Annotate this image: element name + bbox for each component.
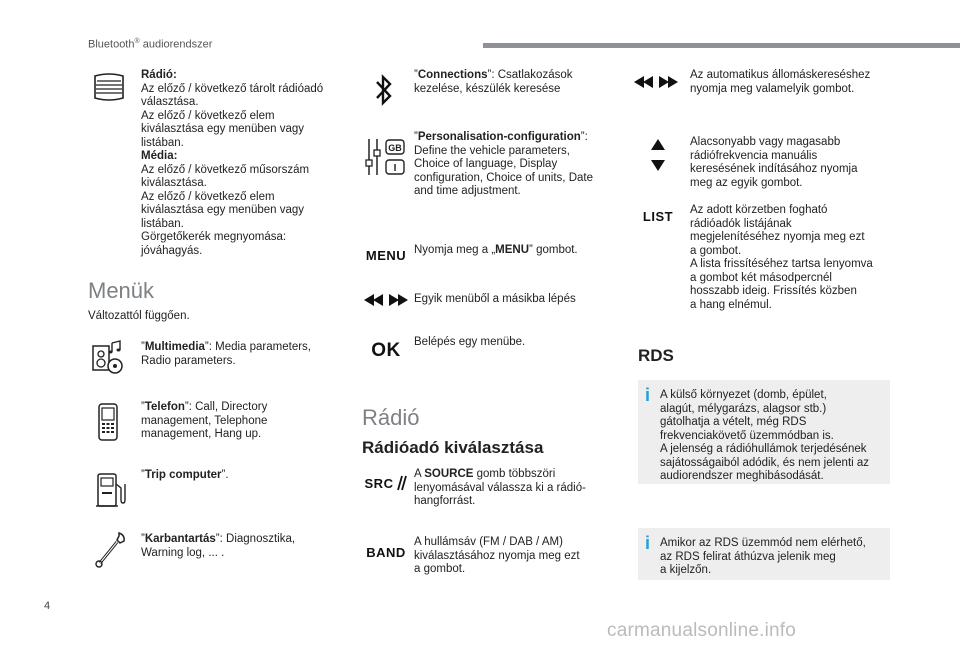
- text-line: alagút, mélygarázs, alagsor stb.): [660, 402, 827, 415]
- ok-text: Belépés egy menübe.: [414, 336, 526, 348]
- header-title-main: Bluetooth: [88, 38, 135, 51]
- text-line: rádiófrekvencia manuális: [690, 149, 818, 162]
- trip-computer-text: ”Trip computer”.: [141, 469, 229, 481]
- text-line: nyomja meg valamelyik gombot.: [690, 82, 855, 95]
- text-line: kiválasztása.: [141, 177, 207, 189]
- radio-label: Rádió:: [141, 69, 177, 81]
- text-line: gátolhatja a vételt, még RDS: [660, 416, 807, 428]
- settings-sliders-icon: [364, 136, 408, 178]
- text-line: kezelése, készülék keresése: [414, 82, 561, 95]
- text-span: Nyomja meg a „: [414, 244, 496, 256]
- text-line: configuration, Choice of units, Date: [414, 171, 593, 184]
- telefon-text: ”Telefon”: Call, Directory management, Telephone management, Hang up.: [141, 401, 341, 442]
- text-line: Choice of language, Display: [414, 158, 558, 170]
- svg-text:GB: GB: [388, 143, 402, 153]
- up-down-arrows-icon: [650, 138, 666, 172]
- text-span: gomb többszöri: [473, 468, 556, 480]
- text-line: az RDS felirat áthúzva jelenik meg: [660, 550, 836, 563]
- text-line: Amikor az RDS üzemmód nem elérhető,: [660, 537, 866, 549]
- ok-button-icon: OK: [371, 340, 401, 361]
- karbantartas-label: Karbantartás: [144, 533, 216, 545]
- text-line: Az adott körzetben fogható: [690, 204, 828, 216]
- fuel-pump-icon: [92, 470, 128, 510]
- src-button-icon: [362, 474, 410, 492]
- text-line: listában.: [141, 136, 184, 149]
- text-line: sajátosságaiból adódik, és nem jelenti az: [660, 456, 870, 469]
- karbantartas-text: ”Karbantartás”: Diagnosztika, Warning log, ... .: [141, 533, 341, 560]
- multimedia-text: ”Multimedia”: Media parameters, Radio parameters.: [141, 341, 341, 368]
- text-line: Define the vehicle parameters,: [414, 144, 570, 157]
- registered-mark: ®: [134, 38, 140, 45]
- rds-info-box: [638, 380, 890, 484]
- text-line: a gombot.: [690, 244, 742, 257]
- text-span: ”: Media parameters,: [204, 341, 312, 353]
- header-title-rest: audiorendszer: [139, 38, 213, 51]
- info-icon: i: [645, 385, 651, 405]
- svg-text:I: I: [393, 163, 397, 174]
- text-span: ”: Csatlakozások: [487, 69, 573, 81]
- connections-label: Connections: [417, 69, 488, 81]
- text-line: a gombot.: [414, 563, 466, 575]
- phone-icon: [96, 402, 120, 442]
- text-line: frekvenciakövető üzemmódban is.: [660, 429, 834, 442]
- text-line: keresésének indításához nyomja: [690, 163, 858, 175]
- text-line: Az előző / következő elem: [141, 109, 275, 122]
- text-line: Az automatikus állomáskereséshez: [690, 69, 871, 81]
- text-line: and time adjustment.: [414, 185, 521, 197]
- header-bar: [483, 43, 960, 48]
- rds-unavailable-box: [638, 528, 890, 580]
- text-line: lenyomásával válassza ki a rádió-: [414, 481, 586, 494]
- radio-heading: Rádió: [362, 405, 420, 430]
- text-line: a hang elnémul.: [690, 298, 772, 311]
- seek-arrows-icon: [634, 75, 678, 89]
- text-line: A jelenség a rádióhullámok terjedésének: [660, 443, 867, 455]
- manual-search-text: [690, 136, 895, 190]
- header-title: [88, 38, 212, 51]
- auto-search-text: [690, 69, 895, 96]
- text-line: audiorendszer meghibásodását.: [660, 470, 824, 482]
- watermark: carmanualsonline.info: [607, 620, 797, 641]
- radio-media-text: [141, 69, 346, 258]
- text-span: ”:: [580, 131, 588, 143]
- text-line: A lista frissítéséhez tartsa lenyomva: [690, 258, 873, 270]
- personalisation-label: Personalisation-configuration: [417, 131, 581, 143]
- text-line: rádióadók listájának: [690, 217, 792, 230]
- menu-button-icon: MENU: [365, 247, 407, 263]
- source-text: [414, 468, 619, 509]
- text-line: a kijelzőn.: [660, 564, 712, 576]
- personalisation-text: ”Personalisation-configuration”: Define the vehicle parameters, Choice of language, Display configuration, Choice of units, Date and time adjustment.: [414, 131, 619, 199]
- left-right-arrows-icon: [364, 293, 408, 307]
- text-span: ”: Call, Directory: [184, 401, 268, 413]
- text-line: választása.: [141, 96, 199, 108]
- media-label: Média:: [141, 150, 178, 162]
- text-line: hosszabb ideig. Frissítés közben: [690, 285, 857, 297]
- multimedia-label: Multimedia: [144, 341, 205, 353]
- text-line: A külső környezet (domb, épület,: [660, 389, 827, 401]
- text-line: Radio parameters.: [141, 354, 236, 367]
- text-line: kiválasztása egy menüben vagy: [141, 204, 305, 216]
- menu-bold: MENU: [495, 244, 530, 256]
- text-line: megjelenítéséhez nyomja meg ezt: [690, 231, 865, 243]
- text-line: management, Telephone: [141, 414, 268, 427]
- text-span: ”: Diagnosztika,: [215, 533, 296, 545]
- text-line: kiválasztásához nyomja meg ezt: [414, 549, 580, 562]
- page-number: 4: [44, 600, 51, 612]
- rds-heading: RDS: [638, 346, 674, 365]
- text-line: listában.: [141, 217, 184, 230]
- text-line: hangforrást.: [414, 495, 476, 507]
- text-line: jóváhagyás.: [141, 244, 203, 257]
- list-text: [690, 204, 895, 312]
- rds-info-text: [660, 389, 882, 484]
- band-button-icon: BAND: [366, 544, 406, 560]
- text-line: Az előző / következő elem: [141, 190, 275, 203]
- text-line: management, Hang up.: [141, 428, 262, 440]
- roller-wheel-icon: [92, 72, 126, 102]
- arrows-text: Egyik menüből a másikba lépés: [414, 293, 576, 305]
- text-line: A hullámsáv (FM / DAB / AM): [414, 536, 563, 548]
- text-span: ” gombot.: [529, 244, 578, 256]
- telefon-label: Telefon: [144, 401, 185, 413]
- multimedia-icon: [88, 338, 128, 374]
- source-bold: SOURCE: [424, 468, 474, 480]
- rds-unavailable-text: [660, 537, 882, 578]
- trip-computer-label: Trip computer: [144, 469, 222, 481]
- menu-subtitle: Változattól függően.: [88, 310, 190, 322]
- info-icon: i: [645, 533, 651, 553]
- text-line: Az előző / következő műsorszám: [141, 163, 310, 176]
- connections-text: ”Connections”: Csatlakozások kezelése, készülék keresése: [414, 69, 614, 96]
- menu-heading: Menük: [88, 278, 155, 303]
- band-text: [414, 536, 619, 577]
- list-button-icon: LIST: [642, 208, 674, 224]
- text-line: meg az egyik gombot.: [690, 176, 803, 189]
- radio-station-heading: Rádióadó kiválasztása: [362, 438, 544, 457]
- wrench-icon: [92, 530, 128, 570]
- text-line: Alacsonyabb vagy magasabb: [690, 136, 841, 148]
- text-line: a gombot két másodpercnél: [690, 271, 832, 284]
- text-span: ”.: [221, 469, 229, 481]
- text-line: Warning log, ... .: [141, 546, 225, 559]
- src-label: SRC: [364, 475, 394, 491]
- menu-button-text: [414, 244, 614, 258]
- text-line: Az előző / következő tárolt rádióadó: [141, 82, 324, 95]
- text-line: Görgetőkerék megnyomása:: [141, 231, 287, 243]
- text-line: kiválasztása egy menüben vagy: [141, 123, 305, 135]
- text-span: A: [414, 468, 425, 480]
- bluetooth-icon: [374, 72, 394, 108]
